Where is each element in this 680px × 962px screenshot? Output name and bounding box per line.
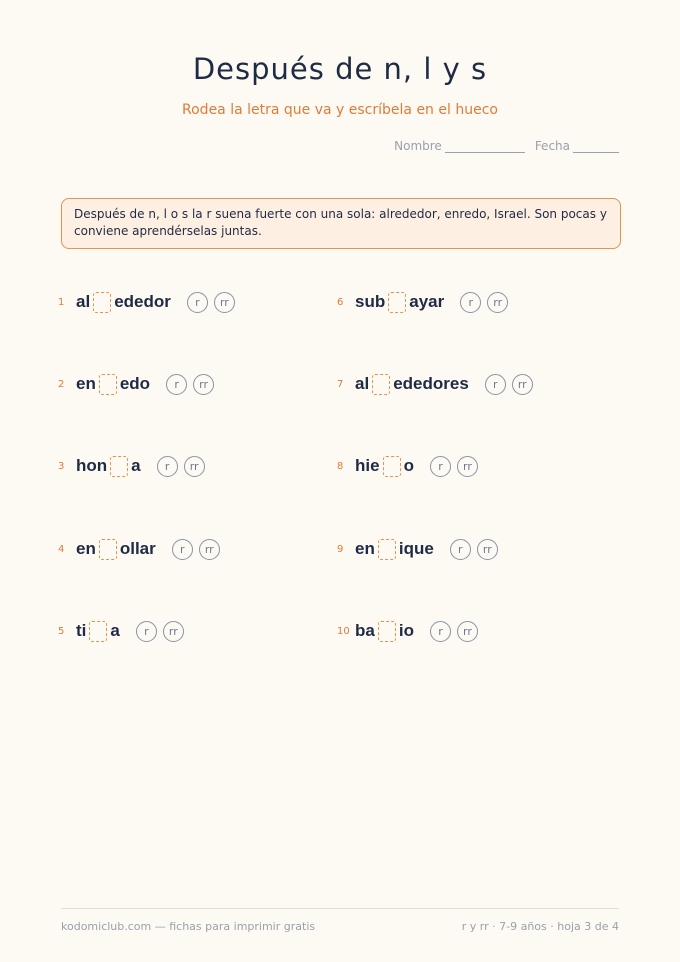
exercise-number: 8 [337,460,344,472]
letter-gap[interactable] [89,621,107,642]
word-end: ededor [114,292,171,311]
option-rr[interactable]: rr [457,621,478,642]
word-start: ba [355,621,375,640]
exercise-number: 10 [337,625,350,637]
option-rr[interactable]: rr [512,374,533,395]
exercise-item [58,618,184,644]
letter-gap[interactable] [93,292,111,313]
exercise-word [76,621,120,642]
word-start: ti [76,621,87,640]
exercise-number: 3 [58,460,65,472]
option-group [430,621,478,642]
option-group [485,374,533,395]
letter-gap[interactable] [383,456,401,477]
footer-sheet-info: r y rr · 7-9 años · hoja 3 de 4 [461,920,619,933]
exercise-item [337,536,498,562]
exercise-item [58,536,220,562]
word-end: io [398,621,414,640]
option-rr[interactable]: rr [199,539,220,560]
letter-gap[interactable] [372,374,390,395]
rule-box [61,198,621,249]
word-start: en [76,374,96,393]
option-r[interactable]: r [430,456,451,477]
exercise-word [76,539,156,560]
footer-site: kodomiclub.com — fichas para imprimir gratis [61,920,316,933]
option-r[interactable]: r [460,292,481,313]
word-start: al [76,292,91,311]
exercise-word [355,456,414,477]
letter-gap[interactable] [110,456,128,477]
exercise-number: 4 [58,543,65,555]
exercise-number: 1 [58,296,65,308]
option-r[interactable]: r [430,621,451,642]
option-group [187,292,235,313]
letter-gap[interactable] [388,292,406,313]
word-end: ollar [119,539,156,558]
footer-divider [61,908,619,909]
date-field[interactable] [535,139,619,153]
word-start: hie [355,456,380,475]
option-rr[interactable]: rr [457,456,478,477]
word-end: o [403,456,414,475]
option-r[interactable]: r [172,539,193,560]
option-r[interactable]: r [485,374,506,395]
option-rr[interactable]: rr [477,539,498,560]
word-start: hon [76,456,108,475]
exercise-item [337,289,508,315]
page-subtitle: Rodea la letra que va y escríbela en el hueco [182,102,498,118]
option-group [166,374,214,395]
option-group [157,456,205,477]
word-end: ayar [409,292,445,311]
student-fields [394,139,619,153]
option-group [172,539,220,560]
exercise-item [58,289,235,315]
word-start: al [355,374,370,393]
option-r[interactable]: r [450,539,471,560]
word-end: edo [119,374,151,393]
word-start: en [76,539,96,558]
option-group [430,456,478,477]
word-start: en [355,539,375,558]
exercise-number: 6 [337,296,344,308]
exercise-word [355,621,414,642]
option-group [136,621,184,642]
letter-gap[interactable] [378,539,396,560]
name-line[interactable] [445,140,525,153]
option-r[interactable]: r [157,456,178,477]
option-rr[interactable]: rr [487,292,508,313]
option-r[interactable]: r [166,374,187,395]
exercise-word [355,374,469,395]
name-label: Nombre [394,139,442,153]
name-field[interactable] [394,139,525,153]
option-rr[interactable]: rr [214,292,235,313]
exercise-number: 5 [58,625,65,637]
word-end: a [131,456,141,475]
exercise-item [58,371,214,397]
date-line[interactable] [573,140,619,153]
rule-text: Después de n, l o s la r suena fuerte con una sola: alrededor, enredo, Israel. Son pocas y conviene aprendérselas juntas. [74,207,607,238]
option-rr[interactable]: rr [193,374,214,395]
letter-gap[interactable] [99,539,117,560]
page-title: Después de n, l y s [192,52,488,86]
exercise-word [76,292,171,313]
option-group [460,292,508,313]
exercise-word [76,456,141,477]
exercise-word [355,292,444,313]
word-start: sub [355,292,386,311]
date-label: Fecha [534,139,570,153]
option-rr[interactable]: rr [163,621,184,642]
exercise-number: 2 [58,378,65,390]
word-end: ique [398,539,434,558]
exercise-item [337,371,533,397]
letter-gap[interactable] [99,374,117,395]
word-end: a [110,621,120,640]
exercise-item [337,453,478,479]
exercise-number: 7 [337,378,344,390]
option-r[interactable]: r [187,292,208,313]
option-group [450,539,498,560]
option-rr[interactable]: rr [184,456,205,477]
exercise-item [58,453,205,479]
exercise-word [355,539,434,560]
exercise-number: 9 [337,543,344,555]
letter-gap[interactable] [378,621,396,642]
exercise-word [76,374,150,395]
exercise-item [337,618,478,644]
option-r[interactable]: r [136,621,157,642]
word-end: ededores [393,374,469,393]
